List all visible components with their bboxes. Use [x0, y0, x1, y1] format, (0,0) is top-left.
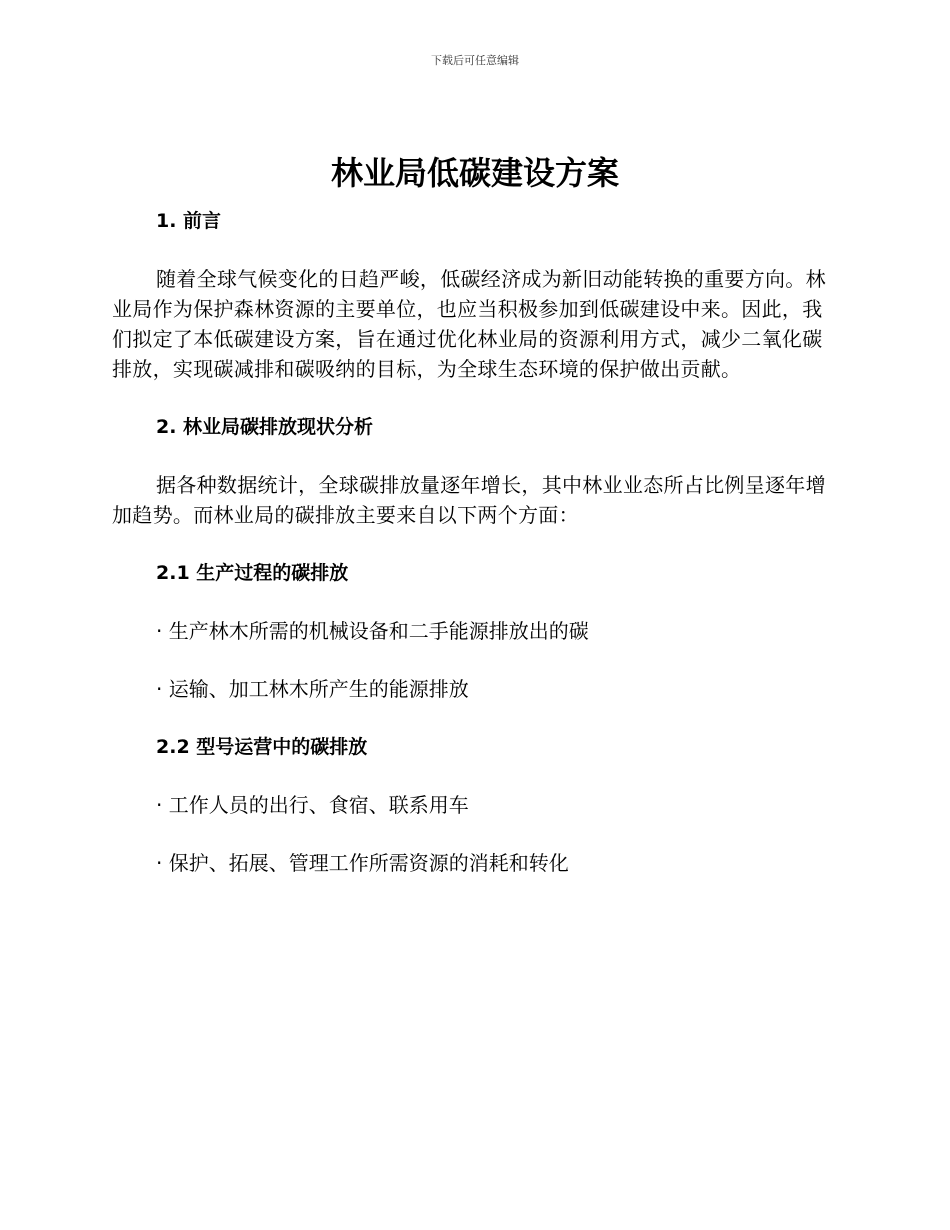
list-item: · 运输、加工林木所产生的能源排放	[156, 677, 469, 701]
section-heading-production: 2.1 生产过程的碳排放	[156, 562, 349, 584]
analysis-paragraph: 据各种数据统计，全球碳排放量逐年增长，其中林业业态所占比例呈逐年增加趋势。而林业局的碳排放主要来自以下两个方面：	[112, 473, 826, 527]
list-item: · 生产林木所需的机械设备和二手能源排放出的碳	[156, 619, 589, 643]
list-item: · 保护、拓展、管理工作所需资源的消耗和转化	[156, 851, 569, 875]
list-item: · 工作人员的出行、食宿、联系用车	[156, 793, 469, 817]
document-title: 林业局低碳建设方案	[330, 154, 619, 192]
intro-paragraph: 随着全球气候变化的日趋严峻，低碳经济成为新旧动能转换的重要方向。林业局作为保护森林资源的主要单位，也应当积极参加到低碳建设中来。因此，我们拟定了本低碳建设方案，旨在通过优化林业局的资源利用方式，减少二氧化碳排放，实现碳减排和碳吸纳的目标，为全球生态环境的保护做出贡献。	[112, 267, 826, 381]
section-heading-analysis: 2. 林业局碳排放现状分析	[156, 416, 374, 438]
section-heading-operation: 2.2 型号运营中的碳排放	[156, 736, 368, 758]
section-heading-intro: 1. 前言	[156, 210, 222, 232]
document-body	[112, 206, 832, 878]
header-note: 下载后可任意编辑	[431, 54, 519, 67]
